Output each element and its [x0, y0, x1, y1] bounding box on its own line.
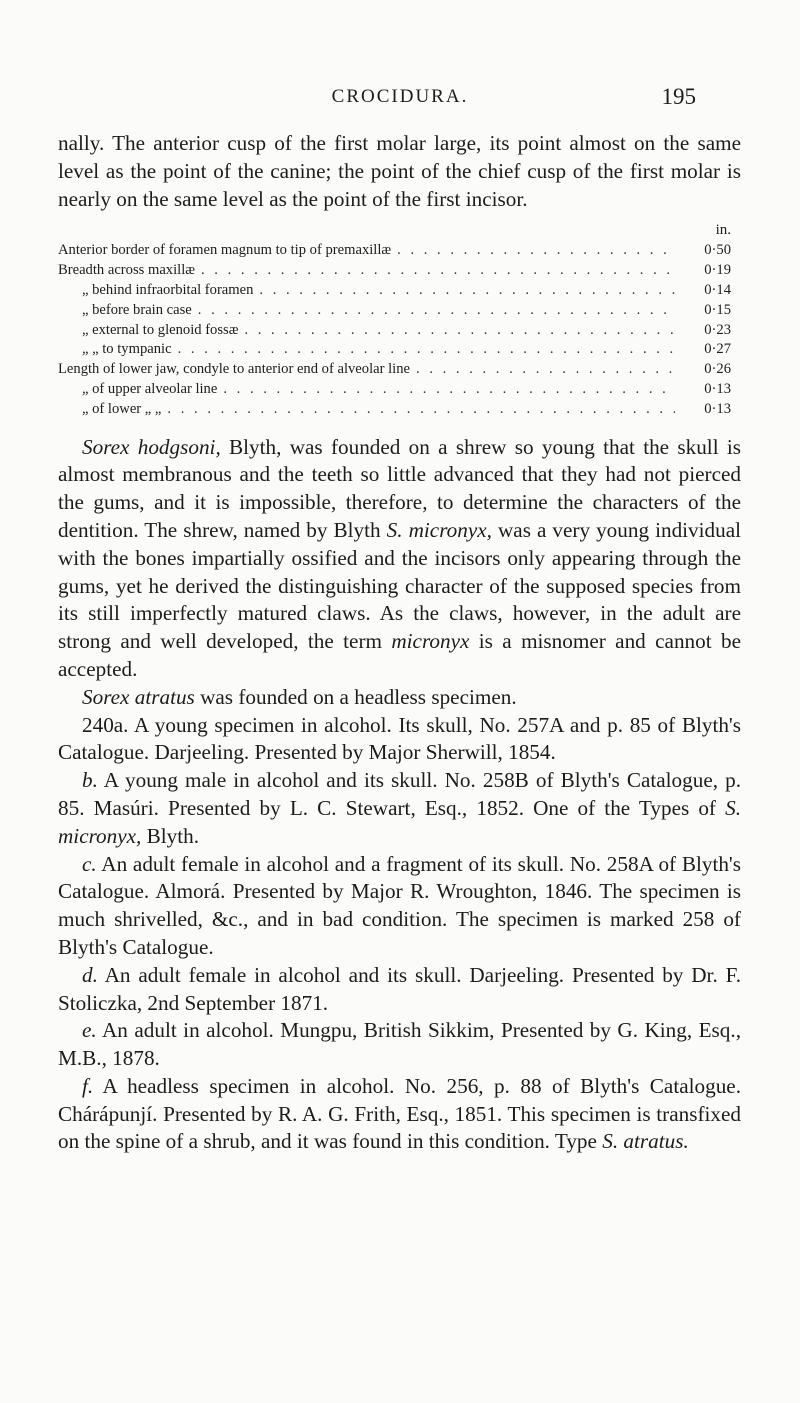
- measurement-value: 0·50: [704, 242, 731, 259]
- specimen-entry: d. An adult female in alcohol and its skull. Darjeeling. Presented by Dr. F. Stoliczka, 2nd September 1871.: [58, 962, 741, 1015]
- measurement-value: 0·13: [704, 400, 731, 417]
- hodgsoni-paragraph: Sorex hodgsoni, Blyth, was founded on a shrew so young that the skull is almost membranous and the teeth so little advanced that they had not pierced the gums, and it is impossible, therefore, to determine the characters of the dentition. The shrew, named by Blyth S. micronyx, was a very young individual with the bones impartially ossified and the incisors only appearing through the gums, yet he derived the distinguishing character of the supposed species from its still imperfectly matured claws. As the claws, however, in the adult are strong and well developed, the term micronyx is a misnomer and cannot be accepted.: [58, 434, 742, 681]
- specimen-letter: 240a.: [82, 712, 129, 737]
- measurement-row: [58, 340, 741, 360]
- species-name: S. atratus.: [602, 1129, 689, 1154]
- page-number: 195: [661, 84, 696, 109]
- specimen-entry: f. A headless specimen in alcohol. No. 256, p. 88 of Blyth's Catalogue. Chárápunjí. Presented by R. A. G. Frith, Esq., 1851. This specimen is transfixed on the spine of a shrub, and it was found in this condition. Type S. atratus.: [58, 1073, 741, 1154]
- unit-header: in.: [715, 222, 731, 239]
- species-name: Sorex hodgsoni,: [82, 434, 221, 459]
- specimen-entry: 240a. A young specimen in alcohol. Its skull, No. 257A and p. 85 of Blyth's Catalogue. Darjeeling. Presented by Major Sherwill, 1854.: [58, 712, 741, 765]
- measurement-value: 0·15: [704, 301, 731, 318]
- measurement-value: 0·19: [704, 262, 731, 279]
- specimen-letter: f.: [82, 1073, 94, 1098]
- measurement-row: [58, 281, 741, 301]
- specimen-entry: b. A young male in alcohol and its skull. No. 258B of Blyth's Catalogue, p. 85. Masúri. Presented by L. C. Stewart, Esq., 1852. One of the Types of S. micronyx, Blyth.: [58, 768, 741, 848]
- body-text: [58, 130, 741, 1156]
- measurement-row: [58, 301, 741, 321]
- specimen-letter: d.: [82, 962, 98, 987]
- specimen-letter: e.: [82, 1018, 97, 1043]
- specimen-letter: c.: [82, 851, 97, 876]
- measurement-row: [58, 400, 741, 420]
- species-name: Sorex atratus: [82, 684, 195, 709]
- measurement-label: „ of lower „ „: [82, 400, 162, 417]
- measurements-table: [58, 221, 741, 419]
- intro-paragraph: nally. The anterior cusp of the first molar large, its point almost on the same level as the point of the canine; the point of the chief cusp of the first molar is nearly on the same level as the point of the first incisor.: [58, 131, 741, 211]
- running-title: CROCIDURA.: [331, 86, 469, 107]
- measurement-row: [58, 241, 741, 261]
- measurement-label: „ external to glenoid fossæ: [82, 321, 239, 338]
- measurement-label: „ behind infraorbital foramen: [82, 281, 254, 298]
- measurement-label: „ of upper alveolar line: [82, 380, 218, 397]
- measurement-value: 0·23: [704, 321, 731, 338]
- species-name: S. micronyx,: [386, 517, 492, 542]
- specimen-letter: b.: [82, 768, 98, 793]
- measurement-value: 0·14: [704, 281, 731, 298]
- measurement-label: „ „ to tympanic: [82, 341, 172, 358]
- measurement-value: 0·26: [704, 361, 731, 378]
- measurement-value: 0·13: [704, 380, 731, 397]
- measurement-row: [58, 360, 741, 380]
- measurement-row: [58, 261, 741, 281]
- specimen-entry: c. An adult female in alcohol and a fragment of its skull. No. 258A of Blyth's Catalogue. Almorá. Presented by Major R. Wroughton, 1846. The specimen is much shrivelled, &c., and in bad condition. The specimen is marked 258 of Blyth's Catalogue.: [58, 851, 741, 959]
- measurement-label: „ before brain case: [82, 301, 192, 318]
- measurement-row: [58, 380, 741, 400]
- measurement-value: 0·27: [704, 341, 731, 358]
- specimen-entry: e. An adult in alcohol. Mungpu, British Sikkim, Presented by G. King, Esq., M.B., 1878.: [58, 1018, 741, 1071]
- measurement-row: [58, 321, 741, 341]
- measurement-label: Anterior border of foramen magnum to tip of premaxillæ: [58, 242, 392, 259]
- page-header: [0, 84, 800, 114]
- measurement-label: Length of lower jaw, condyle to anterior end of alveolar line: [58, 361, 411, 378]
- atratus-paragraph: Sorex atratus was founded on a headless specimen.: [82, 684, 517, 709]
- measurement-label: Breadth across maxillæ: [58, 262, 195, 279]
- species-name: micronyx: [391, 629, 470, 654]
- species-name: S. micronyx,: [58, 795, 741, 848]
